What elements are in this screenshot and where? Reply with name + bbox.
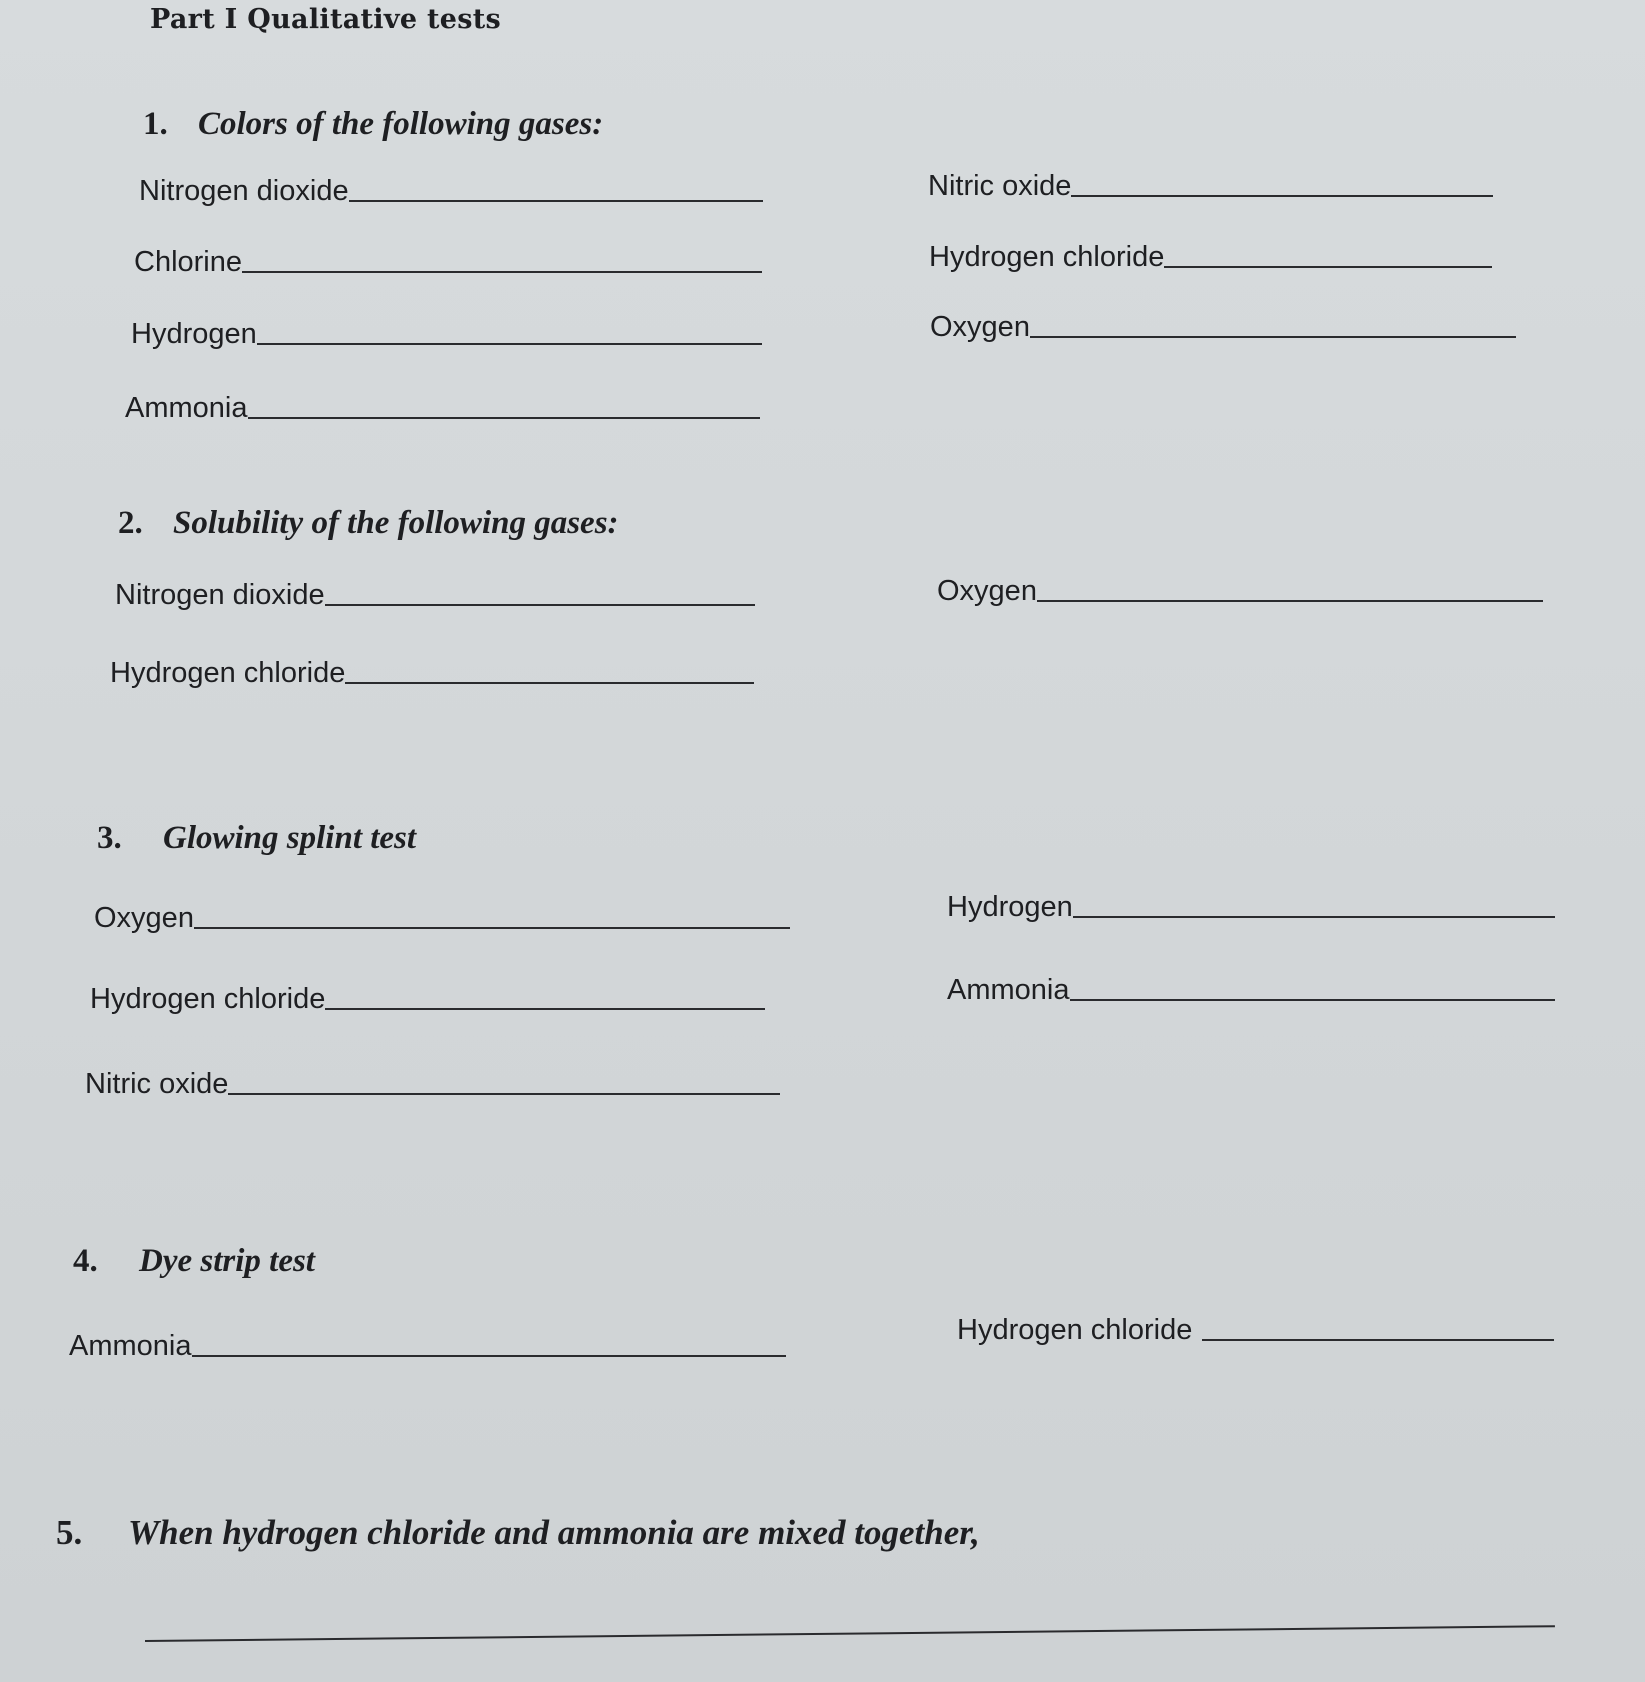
answer-blank[interactable] — [1037, 598, 1543, 602]
answer-blank[interactable] — [194, 925, 790, 929]
answer-blank[interactable] — [1164, 264, 1492, 268]
answer-blank[interactable] — [192, 1353, 786, 1357]
section-4-heading — [73, 1243, 315, 1280]
answer-blank[interactable] — [1073, 914, 1555, 918]
field-label: Ammonia — [69, 1330, 192, 1362]
section-2-title: Solubility of the following gases: — [173, 505, 619, 541]
answer-blank[interactable] — [1030, 334, 1516, 338]
s3-field-hydrogen-chloride — [90, 985, 765, 1016]
section-5-heading — [56, 1513, 980, 1553]
field-label: Hydrogen chloride — [110, 657, 346, 689]
s4-field-ammonia — [69, 1332, 786, 1363]
field-label: Nitric oxide — [928, 170, 1072, 202]
section-3-number: 3. — [97, 820, 122, 856]
answer-blank[interactable] — [242, 269, 762, 273]
section-5-title: When hydrogen chloride and ammonia are mixed together, — [128, 1513, 980, 1552]
s5-answer-line[interactable] — [145, 1625, 1555, 1642]
answer-blank[interactable] — [1071, 193, 1493, 197]
answer-blank[interactable] — [248, 415, 760, 419]
s1-field-hydrogen-chloride — [929, 243, 1492, 274]
field-label: Nitrogen dioxide — [139, 175, 349, 207]
section-2-heading — [118, 505, 619, 542]
field-label: Hydrogen — [131, 318, 257, 350]
field-label: Ammonia — [947, 974, 1070, 1006]
answer-blank[interactable] — [349, 198, 763, 202]
s3-field-oxygen — [94, 904, 790, 935]
section-3-heading — [97, 820, 416, 857]
field-label: Hydrogen — [947, 891, 1073, 923]
s3-field-hydrogen — [947, 893, 1555, 924]
s4-field-hydrogen-chloride — [957, 1316, 1554, 1347]
field-label: Oxygen — [937, 575, 1037, 607]
answer-blank[interactable] — [345, 680, 754, 684]
answer-blank[interactable] — [325, 1006, 765, 1010]
s1-field-nitrogen-dioxide — [139, 177, 763, 208]
field-label: Oxygen — [930, 311, 1030, 343]
s2-field-oxygen — [937, 577, 1543, 608]
s2-field-hydrogen-chloride — [110, 659, 754, 690]
s1-field-hydrogen — [131, 320, 762, 351]
s2-field-nitrogen-dioxide — [115, 581, 755, 612]
section-1-heading — [143, 106, 603, 143]
answer-blank[interactable] — [228, 1091, 780, 1095]
part-title: Part I Qualitative tests — [150, 4, 502, 35]
section-2-number: 2. — [118, 505, 143, 541]
answer-blank[interactable] — [1070, 997, 1555, 1001]
section-3-title: Glowing splint test — [163, 820, 417, 856]
answer-blank[interactable] — [325, 602, 755, 606]
s3-field-nitric-oxide — [85, 1070, 780, 1101]
answer-blank[interactable] — [1202, 1337, 1554, 1341]
section-1-title: Colors of the following gases: — [198, 106, 604, 142]
section-4-title: Dye strip test — [139, 1243, 315, 1279]
field-label: Hydrogen chloride — [90, 983, 326, 1015]
section-4-number: 4. — [73, 1243, 98, 1279]
s1-field-oxygen — [930, 313, 1516, 344]
answer-blank[interactable] — [257, 341, 762, 345]
s3-field-ammonia — [947, 976, 1555, 1007]
section-5-number: 5. — [56, 1513, 83, 1552]
field-label: Nitric oxide — [85, 1068, 229, 1100]
field-label: Nitrogen dioxide — [115, 579, 325, 611]
field-label: Hydrogen chloride — [957, 1314, 1193, 1346]
s1-field-chlorine — [134, 248, 762, 279]
section-1-number: 1. — [143, 106, 168, 142]
s1-field-ammonia — [125, 394, 760, 425]
field-label: Chlorine — [134, 246, 242, 278]
field-label: Hydrogen chloride — [929, 241, 1165, 273]
field-label: Ammonia — [125, 392, 248, 424]
field-label: Oxygen — [94, 902, 194, 934]
s1-field-nitric-oxide — [928, 172, 1493, 203]
